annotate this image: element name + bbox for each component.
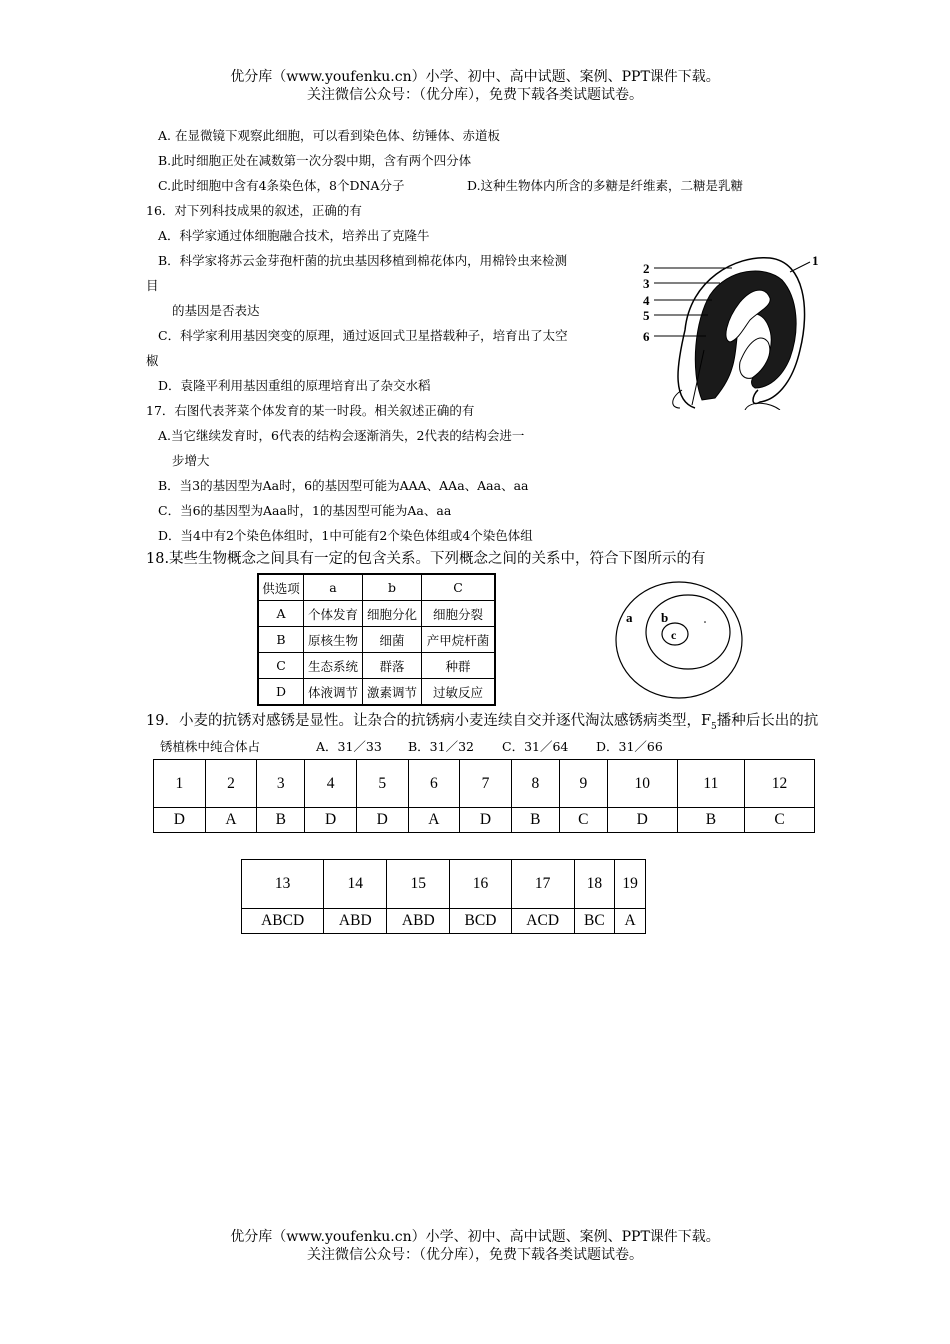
q19-stem-subscript: 5 bbox=[711, 721, 717, 732]
q15-option-d: D.这种生物体内所含的多糖是纤维素，二糖是乳糖 bbox=[467, 178, 744, 193]
table-cell: 种群 bbox=[422, 653, 496, 679]
q17-option-d: D．当4中有2个染色体组时，1中可能有2个染色体组或4个染色体组 bbox=[158, 528, 533, 543]
circle-label-a: a bbox=[626, 610, 633, 625]
answer-value: B bbox=[511, 808, 559, 833]
answer-number: 19 bbox=[615, 860, 646, 909]
q19-stem-pre: 19．小麦的抗锈对感锈是显性。让杂合的抗锈病小麦连续自交并逐代淘汰感锈病类型，F bbox=[146, 713, 712, 729]
page-header-line2: 关注微信公众号：（优分库），免费下载各类试题试卷。 bbox=[307, 87, 643, 103]
table-cell: 体液调节 bbox=[304, 679, 363, 706]
table-cell: 产甲烷杆菌 bbox=[422, 627, 496, 653]
table-cell: B bbox=[258, 627, 304, 653]
q15-option-c: C.此时细胞中含有4条染色体，8个DNA分子 bbox=[158, 178, 405, 193]
table-row bbox=[154, 808, 815, 833]
embryo-label-6: 6 bbox=[643, 329, 650, 344]
q16-option-b-line1: B．科学家将苏云金芽孢杆菌的抗虫基因移植到棉花体内，用棉铃虫来检测 bbox=[158, 253, 568, 268]
embryo-label-1: 1 bbox=[812, 253, 819, 268]
answer-value: BCD bbox=[450, 909, 511, 934]
answer-value: ABD bbox=[324, 909, 387, 934]
table-cell: C bbox=[258, 653, 304, 679]
answer-value: D bbox=[154, 808, 206, 833]
q16-option-b-line2: 目 bbox=[146, 278, 159, 293]
table-cell: 激素调节 bbox=[363, 679, 422, 706]
answer-number: 12 bbox=[745, 760, 815, 808]
answer-number: 7 bbox=[460, 760, 512, 808]
embryo-diagram bbox=[640, 250, 825, 410]
answer-value: ABD bbox=[387, 909, 450, 934]
q17-stem: 17．右图代表荠菜个体发育的某一时段。相关叙述正确的有 bbox=[146, 403, 475, 418]
q19-option-c: C．31／64 bbox=[502, 739, 569, 754]
answer-value: D bbox=[305, 808, 357, 833]
answer-table-1 bbox=[153, 759, 815, 833]
answer-value: D bbox=[460, 808, 512, 833]
answer-value: ACD bbox=[511, 909, 574, 934]
answer-number: 15 bbox=[387, 860, 450, 909]
table-cell: 个体发育 bbox=[304, 601, 363, 627]
q19-option-a: A．31／33 bbox=[316, 739, 382, 754]
circle-label-c: c bbox=[671, 628, 677, 642]
q18-stem: 18.某些生物概念之间具有一定的包含关系。下列概念之间的关系中，符合下图所示的有 bbox=[146, 551, 706, 567]
table-row bbox=[258, 601, 495, 627]
table-cell: 群落 bbox=[363, 653, 422, 679]
table-cell: 细菌 bbox=[363, 627, 422, 653]
answer-number: 18 bbox=[574, 860, 614, 909]
table-row bbox=[258, 679, 495, 706]
table-cell: 过敏反应 bbox=[422, 679, 496, 706]
q19-option-d: D．31／66 bbox=[596, 739, 663, 754]
answer-number: 6 bbox=[408, 760, 460, 808]
answer-value: B bbox=[677, 808, 744, 833]
embryo-label-5: 5 bbox=[643, 308, 650, 323]
table-row bbox=[242, 909, 646, 934]
answer-number: 10 bbox=[607, 760, 677, 808]
answer-number: 11 bbox=[677, 760, 744, 808]
table-row bbox=[242, 860, 646, 909]
table-cell: 细胞分化 bbox=[363, 601, 422, 627]
embryo-label-3: 3 bbox=[643, 276, 650, 291]
answer-number: 3 bbox=[257, 760, 305, 808]
q16-option-d: D．袁隆平利用基因重组的原理培育出了杂交水稻 bbox=[158, 378, 431, 393]
table-cell: A bbox=[258, 601, 304, 627]
q19-option-b: B．31／32 bbox=[408, 739, 474, 754]
table-cell: 生态系统 bbox=[304, 653, 363, 679]
table-cell: D bbox=[258, 679, 304, 706]
table-row bbox=[258, 653, 495, 679]
answer-number: 14 bbox=[324, 860, 387, 909]
table-header-cell: C bbox=[422, 574, 496, 601]
answer-value: A bbox=[205, 808, 257, 833]
answer-value: D bbox=[607, 808, 677, 833]
q19-stem-line2: 锈植株中纯合体占 bbox=[160, 739, 261, 754]
answer-number: 9 bbox=[559, 760, 607, 808]
q16-stem: 16．对下列科技成果的叙述，正确的有 bbox=[146, 203, 362, 218]
table-row bbox=[154, 760, 815, 808]
q16-option-c-line1: C．科学家利用基因突变的原理，通过返回式卫星搭载种子，培育出了太空 bbox=[158, 328, 568, 343]
answer-value: BC bbox=[574, 909, 614, 934]
answer-number: 8 bbox=[511, 760, 559, 808]
answer-value: C bbox=[559, 808, 607, 833]
page-header-line1: 优分库（www.youfenku.cn）小学、初中、高中试题、案例、PPT课件下载。 bbox=[230, 69, 720, 85]
table-row bbox=[258, 627, 495, 653]
q15-option-b: B.此时细胞正处在减数第一次分裂中期，含有两个四分体 bbox=[158, 153, 472, 168]
answer-value: A bbox=[408, 808, 460, 833]
answer-number: 13 bbox=[242, 860, 324, 909]
q18-options-table bbox=[257, 573, 496, 706]
q15-option-a: A. 在显微镜下观察此细胞，可以看到染色体、纺锤体、赤道板 bbox=[158, 128, 500, 143]
concept-circles-diagram bbox=[612, 578, 747, 703]
answer-number: 1 bbox=[154, 760, 206, 808]
table-row bbox=[258, 574, 495, 601]
answer-table-2 bbox=[241, 859, 646, 934]
answer-value: A bbox=[615, 909, 646, 934]
q17-option-a-line1: A.当它继续发育时，6代表的结构会逐渐消失，2代表的结构会进一 bbox=[158, 428, 525, 443]
answer-value: B bbox=[257, 808, 305, 833]
answer-value: D bbox=[356, 808, 408, 833]
answer-number: 2 bbox=[205, 760, 257, 808]
table-header-cell: a bbox=[304, 574, 363, 601]
answer-number: 5 bbox=[356, 760, 408, 808]
q16-option-c-line2: 椒 bbox=[146, 353, 159, 368]
q16-option-b-line3: 的基因是否表达 bbox=[172, 303, 260, 318]
q19-stem-line1 bbox=[146, 713, 818, 735]
q17-option-b: B．当3的基因型为Aa时，6的基因型可能为AAA、AAa、Aaa、aa bbox=[158, 478, 529, 493]
table-cell: 原核生物 bbox=[304, 627, 363, 653]
embryo-label-2: 2 bbox=[643, 261, 650, 276]
q17-option-a-line2: 步增大 bbox=[172, 453, 210, 468]
page-footer-line2: 关注微信公众号：（优分库），免费下载各类试题试卷。 bbox=[307, 1247, 643, 1263]
table-cell: 细胞分裂 bbox=[422, 601, 496, 627]
q17-option-c: C．当6的基因型为Aaa时，1的基因型可能为Aa、aa bbox=[158, 503, 452, 518]
q16-option-a: A．科学家通过体细胞融合技术，培养出了克隆牛 bbox=[158, 228, 430, 243]
answer-number: 17 bbox=[511, 860, 574, 909]
table-header-cell: 供选项 bbox=[258, 574, 304, 601]
answer-value: ABCD bbox=[242, 909, 324, 934]
answer-value: C bbox=[745, 808, 815, 833]
answer-number: 4 bbox=[305, 760, 357, 808]
embryo-label-4: 4 bbox=[643, 293, 650, 308]
answer-number: 16 bbox=[450, 860, 511, 909]
page-footer-line1: 优分库（www.youfenku.cn）小学、初中、高中试题、案例、PPT课件下载。 bbox=[230, 1229, 720, 1245]
table-header-cell: b bbox=[363, 574, 422, 601]
circle-label-b: b bbox=[661, 610, 669, 625]
q19-stem-post: 播种后长出的抗 bbox=[716, 713, 819, 729]
